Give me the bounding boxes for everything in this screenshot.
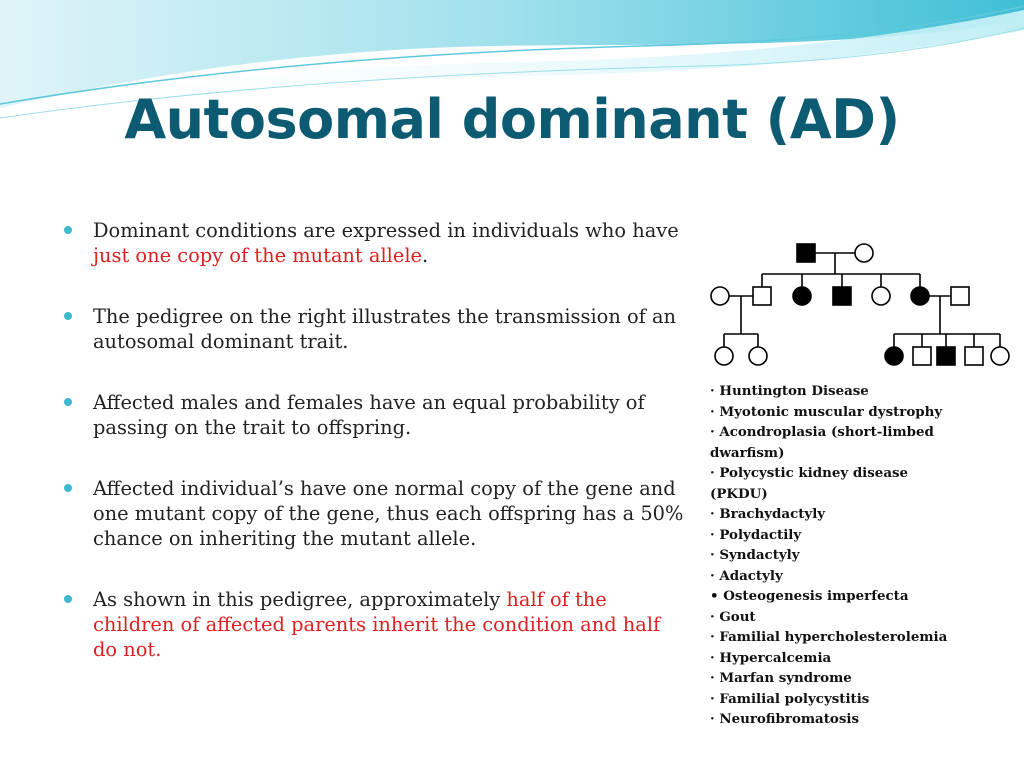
highlighted-text: half of the children of affected parents inherit the condition and half do not. [93,588,661,661]
unaffected-female-symbol [872,287,890,305]
affected-male-symbol [937,347,955,365]
bullet-text: As shown in this pedigree, approximately [93,588,507,611]
disease-list-item: · Polycystic kidney disease [710,465,909,481]
bullet-item [62,218,684,268]
disease-list-item: · Brachydactyly [710,506,826,522]
bullet-text: Affected males and females have an equal probability of passing on the trait to offspring. [93,391,645,439]
bullet-text: Dominant conditions are expressed in individuals who have [93,219,679,242]
bullet-item [62,390,684,440]
disease-list-item: · Acondroplasia (short-limbed [710,424,934,440]
affected-male-symbol [833,287,851,305]
bullet-item [62,587,684,662]
bullet-dot-icon [64,312,72,320]
bullet-text: Affected individual’s have one normal copy of the gene and one mutant copy of the gene, thus each offspring has a 50% chance on inheriting the mutant allele. [93,477,684,550]
slide-title: Autosomal dominant (AD) [124,88,900,151]
affected-female-symbol [885,347,903,365]
disease-list-item: · Familial hypercholesterolemia [710,629,948,645]
disease-list-item: · Hypercalcemia [710,649,832,666]
bullet-dot-icon [64,226,72,234]
affected-female-symbol [911,287,929,305]
unaffected-male-symbol [965,347,983,365]
bullet-item [62,476,684,551]
bullet-item [62,304,684,354]
disease-list [710,381,1010,730]
disease-list-item: (PKDU) [710,485,768,502]
unaffected-female-symbol [855,244,873,262]
unaffected-female-symbol [711,287,729,305]
bullet-text: The pedigree on the right illustrates the transmission of an autosomal dominant trait. [93,305,677,353]
affected-female-symbol [793,287,811,305]
pedigree-diagram [706,232,1014,380]
unaffected-female-symbol [749,347,767,365]
unaffected-male-symbol [753,287,771,305]
disease-list-item: dwarfism) [710,444,785,461]
disease-list-item: · Myotonic muscular dystrophy [710,403,943,420]
disease-list-item: · Gout [710,608,756,625]
unaffected-female-symbol [715,347,733,365]
unaffected-female-symbol [991,347,1009,365]
bullet-dot-icon [64,595,72,603]
bullet-dot-icon [64,398,72,406]
disease-list-item: · Syndactyly [710,547,800,563]
disease-list-item: · Neurofibromatosis [710,711,860,727]
bullet-dot-icon [64,484,72,492]
disease-list-item: · Adactyly [710,567,783,584]
disease-list-item: · Marfan syndrome [710,670,852,686]
disease-list-item: · Familial polycystitis [710,690,870,707]
highlighted-text: just one copy of the mutant allele [93,244,422,267]
unaffected-male-symbol [951,287,969,305]
disease-list-item: · Polydactily [710,526,802,543]
unaffected-male-symbol [913,347,931,365]
bullet-list [62,218,684,698]
affected-male-symbol [797,244,815,262]
bullet-text: . [422,244,429,267]
disease-list-item: • Osteogenesis imperfecta [710,588,909,604]
disease-list-item: · Huntington Disease [710,383,869,399]
